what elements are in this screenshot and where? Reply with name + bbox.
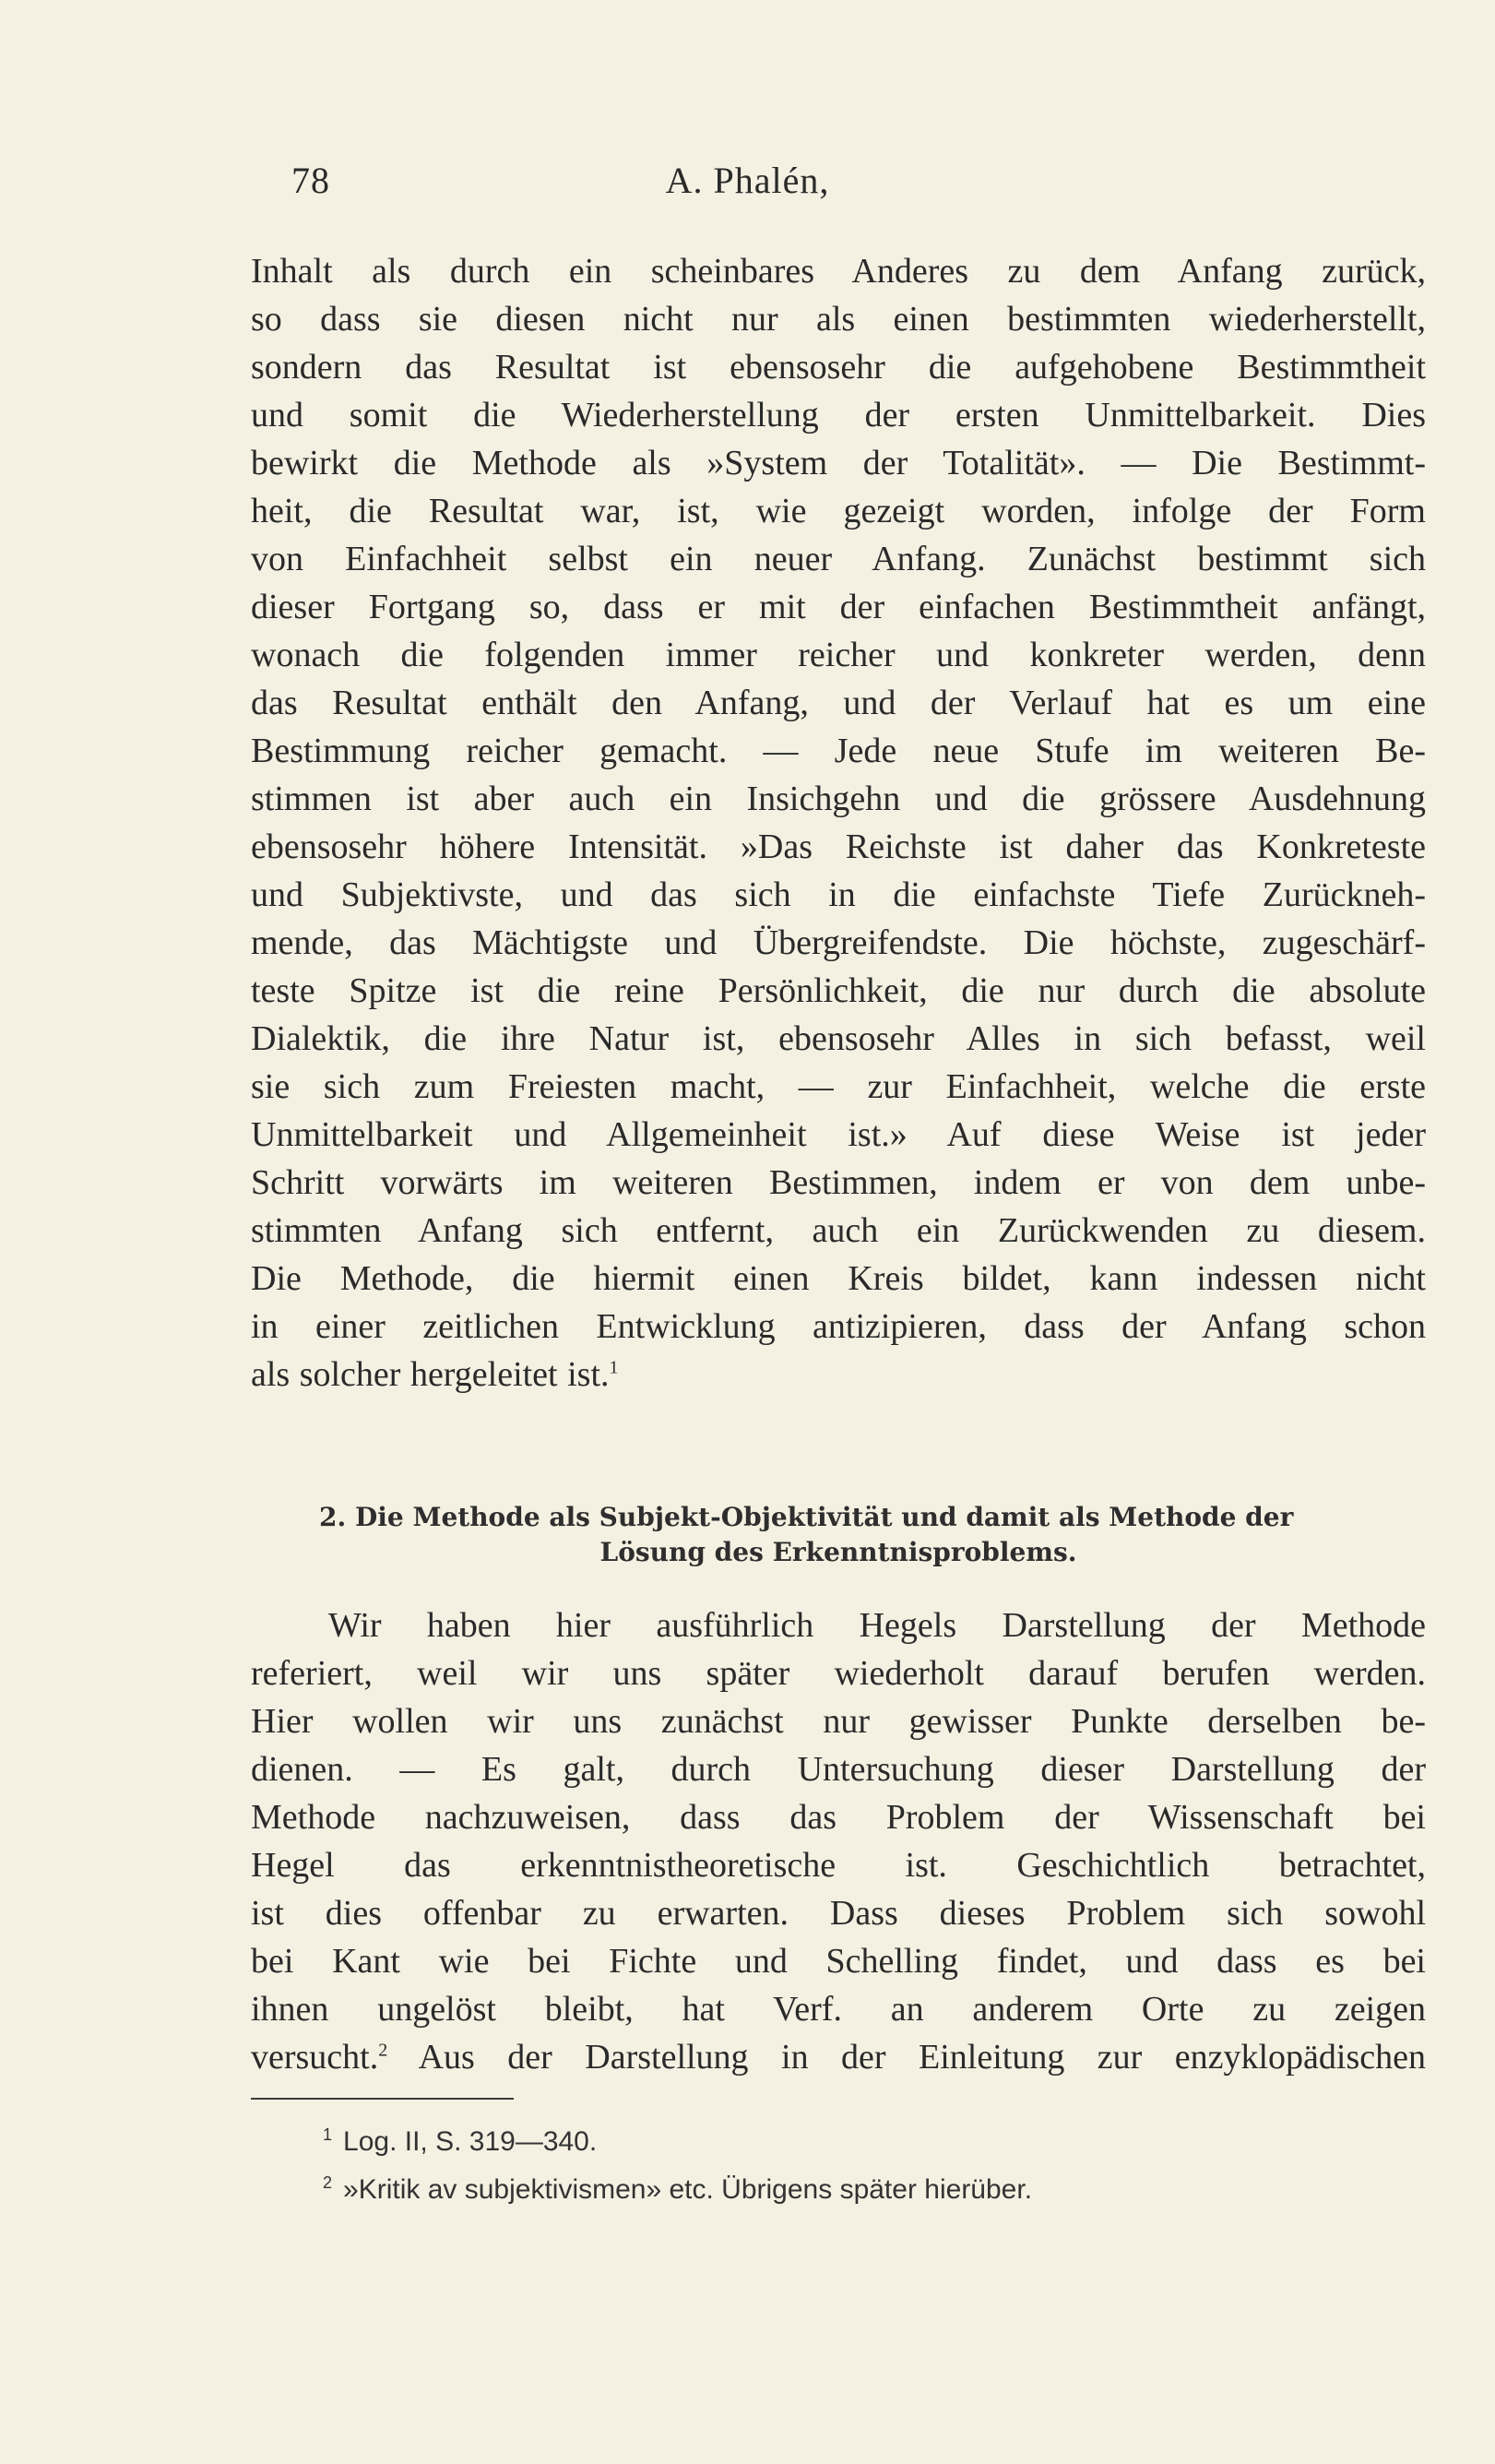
text-line: und somit die Wiederherstellung der ersten Unmittelbarkeit. Dies xyxy=(251,396,1426,434)
text-line-with-reference xyxy=(251,2033,1426,2081)
text-line: wonach die folgenden immer reicher und konkreter werden, denn xyxy=(251,636,1426,674)
text-line-content: als solcher hergeleitet ist. xyxy=(251,1355,610,1394)
paragraph-2 xyxy=(251,1601,1426,2081)
footnote-2 xyxy=(323,2162,1032,2210)
text-line: heit, die Resultat war, ist, wie gezeigt worden, infolge der Form xyxy=(251,492,1426,530)
text-line: bewirkt die Methode als »System der Totalität». — Die Bestimmt- xyxy=(251,444,1426,482)
section-heading-line-1: 2. Die Methode als Subjekt-Objektivität und damit als Methode der xyxy=(319,1502,1294,1532)
text-line-last xyxy=(251,1351,1426,1399)
text-line: Methode nachzuweisen, dass das Problem der Wissenschaft bei xyxy=(251,1798,1426,1837)
text-line: bei Kant wie bei Fichte und Schelling findet, und dass es bei xyxy=(251,1942,1426,1981)
footnote-1 xyxy=(323,2114,1032,2162)
footnote-mark: 1 xyxy=(323,2125,333,2144)
footnote-text: »Kritik av subjektivismen» etc. Übrigens später hierüber. xyxy=(343,2174,1033,2205)
text-line: Die Methode, die hiermit einen Kreis bildet, kann indessen nicht xyxy=(251,1259,1426,1298)
text-line: so dass sie diesen nicht nur als einen bestimmten wiederherstellt, xyxy=(251,300,1426,339)
text-line: dieser Fortgang so, dass er mit der einfachen Bestimmtheit anfängt, xyxy=(251,588,1426,626)
text-line: das Resultat enthält den Anfang, und der Verlauf hat es um eine xyxy=(251,684,1426,722)
text-line: ihnen ungelöst bleibt, hat Verf. an anderem Orte zu zeigen xyxy=(251,1990,1426,2029)
section-heading-line-2: Lösung des Erkenntnisproblems. xyxy=(599,1537,1077,1567)
text-line: stimmten Anfang sich entfernt, auch ein Zurückwenden zu diesem. xyxy=(251,1211,1426,1250)
text-line: dienen. — Es galt, durch Untersuchung dieser Darstellung der xyxy=(251,1750,1426,1789)
footnote-text: Log. II, S. 319—340. xyxy=(343,2126,598,2157)
page-number: 78 xyxy=(291,160,330,201)
text-line: sondern das Resultat ist ebensosehr die aufgehobene Bestimmtheit xyxy=(251,348,1426,387)
text-line: Wir haben hier ausführlich Hegels Darstellung der Methode xyxy=(328,1606,1426,1645)
text-line: von Einfachheit selbst ein neuer Anfang. Zunächst bestimmt sich xyxy=(251,540,1426,578)
text-line: Hegel das erkenntnistheoretische ist. Geschichtlich betrachtet, xyxy=(251,1846,1426,1885)
text-line: ebensosehr höhere Intensität. »Das Reichste ist daher das Konkreteste xyxy=(251,827,1426,866)
text-line: Unmittelbarkeit und Allgemeinheit ist.» Auf diese Weise ist jeder xyxy=(251,1115,1426,1154)
text-line: sie sich zum Freiesten macht, — zur Einfachheit, welche die erste xyxy=(251,1067,1426,1106)
text-line: und Subjektivste, und das sich in die einfachste Tiefe Zurückneh- xyxy=(251,875,1426,914)
text-line: Schritt vorwärts im weiteren Bestimmen, indem er von dem unbe- xyxy=(251,1163,1426,1202)
text-line: teste Spitze ist die reine Persönlichkeit, die nur durch die absolute xyxy=(251,971,1426,1010)
text-line: Dialektik, die ihre Natur ist, ebensosehr Alles in sich befasst, weil xyxy=(251,1019,1426,1058)
paragraph-1 xyxy=(251,247,1426,1399)
footnote-reference[interactable]: 1 xyxy=(609,1357,619,1378)
text-line: in einer zeitlichen Entwicklung antizipieren, dass der Anfang schon xyxy=(251,1307,1426,1346)
text-line: Hier wollen wir uns zunächst nur gewisser Punkte derselben be- xyxy=(251,1702,1426,1741)
footnote-reference[interactable]: 2 xyxy=(378,2040,388,2061)
text-line: Bestimmung reicher gemacht. — Jede neue Stufe im weiteren Be- xyxy=(251,732,1426,770)
text-line: Inhalt als durch ein scheinbares Anderes zu dem Anfang zurück, xyxy=(251,252,1426,291)
footnotes xyxy=(323,2114,1032,2210)
text-line: ist dies offenbar zu erwarten. Dass dieses Problem sich sowohl xyxy=(251,1894,1426,1933)
footnote-divider xyxy=(251,2098,514,2100)
text-line: referiert, weil wir uns später wiederholt darauf berufen werden. xyxy=(251,1654,1426,1693)
text-line: mende, das Mächtigste und Übergreifendste. Die höchste, zugeschärf- xyxy=(251,923,1426,962)
running-title: A. Phalén, xyxy=(665,160,830,201)
section-heading xyxy=(251,1500,1426,1570)
text-line-start: versucht. xyxy=(251,2038,379,2077)
text-line: stimmen ist aber auch ein Insichgehn und die grössere Ausdehnung xyxy=(251,780,1426,818)
text-line-end: Aus der Darstellung in der Einleitung zur enzyklopädischen xyxy=(387,2038,1426,2077)
footnote-mark: 2 xyxy=(323,2173,333,2192)
